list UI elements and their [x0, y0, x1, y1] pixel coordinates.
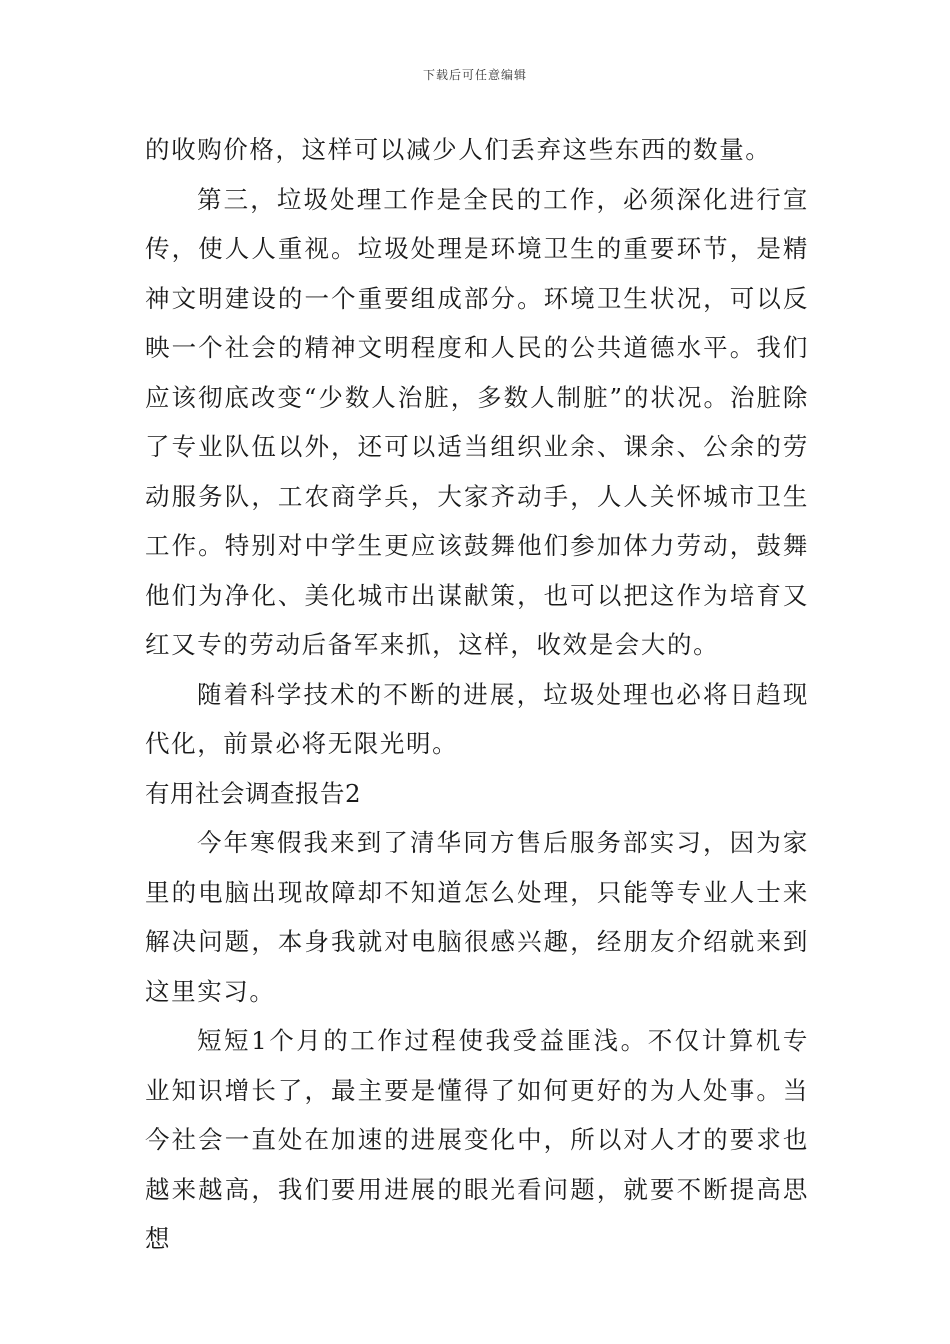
- paragraph-third-point: 第三，垃圾处理工作是全民的工作，必须深化进行宣传，使人人重视。垃圾处理是环境卫生的重要环节，是精神文明建设的一个重要组成部分。环境卫生状况，可以反映一个社会的精神文明程度和人民的公共道德水平。我们应该彻底改变“少数人治脏，多数人制脏”的状况。治脏除了专业队伍以外，还可以适当组织业余、课余、公余的劳动服务队，工农商学兵，大家齐动手，人人关怀城市卫生工作。特别对中学生更应该鼓舞他们参加体力劳动，鼓舞他们为净化、美化城市出谋献策，也可以把这作为培育又红又专的劳动后备军来抓，这样，收效是会大的。: [145, 184, 809, 659]
- paragraph-continuation: 的收购价格，这样可以减少人们丢弃这些东西的数量。: [145, 135, 772, 164]
- paragraph-internship-reflection: 短短1个月的工作过程使我受益匪浅。不仅计算机专业知识增长了，最主要是懂得了如何更好的为人处事。当今社会一直处在加速的进展变化中，所以对人才的要求也越来越高，我们要用进展的眼光看问题，就要不断提高思想: [145, 1026, 809, 1253]
- section-heading: 有用社会调查报告2: [145, 778, 362, 808]
- paragraph-internship-intro: 今年寒假我来到了清华同方售后服务部实习，因为家里的电脑出现故障却不知道怎么处理，只能等专业人士来解决问题，本身我就对电脑很感兴趣，经朋友介绍就来到这里实习。: [145, 828, 809, 1006]
- document-body: [145, 125, 809, 1264]
- page-header: 下载后可任意编辑: [422, 68, 527, 82]
- paragraph-conclusion: 随着科学技术的不断的进展，垃圾处理也必将日趋现代化，前景必将无限光明。: [145, 679, 809, 758]
